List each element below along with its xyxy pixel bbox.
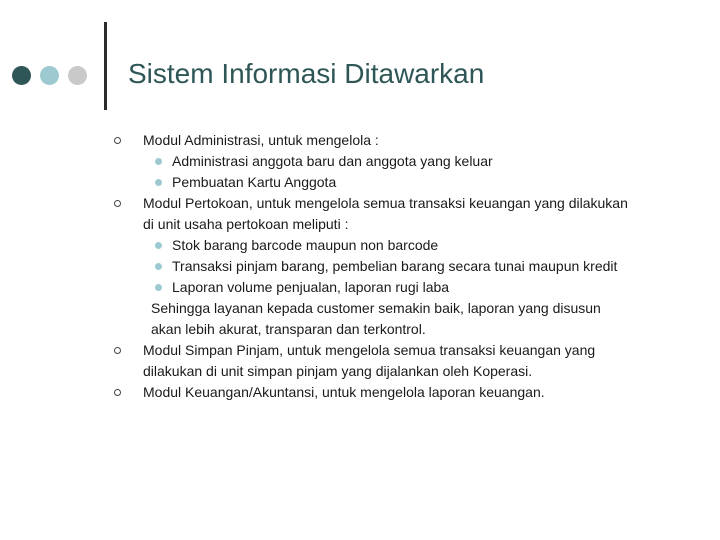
ring-bullet-icon bbox=[114, 347, 121, 354]
sub-item-text: Administrasi anggota baru dan anggota yang keluar bbox=[172, 153, 493, 169]
item-text: Modul Keuangan/Akuntansi, untuk mengelola laporan keuangan. bbox=[143, 384, 545, 400]
sub-item-text: Pembuatan Kartu Anggota bbox=[172, 174, 337, 190]
decorative-dots bbox=[12, 66, 87, 85]
ring-bullet-icon bbox=[114, 137, 121, 144]
dot-bullet-icon bbox=[155, 242, 162, 249]
dot-bullet-icon bbox=[155, 179, 162, 186]
list-item-keuangan bbox=[114, 382, 674, 403]
title-divider bbox=[104, 22, 107, 110]
ring-bullet-icon bbox=[114, 200, 121, 207]
sub-item bbox=[114, 151, 674, 172]
item-text-line: dilakukan di unit simpan pinjam yang dijalankan oleh Koperasi. bbox=[143, 363, 533, 379]
sub-item bbox=[114, 256, 674, 277]
list-item-pertokoan bbox=[114, 193, 674, 214]
dot-light-teal bbox=[40, 66, 59, 85]
slide-title: Sistem Informasi Ditawarkan bbox=[128, 58, 485, 89]
item-note-line: akan lebih akurat, transparan dan terkontrol. bbox=[151, 321, 426, 337]
item-continuation bbox=[114, 361, 674, 382]
dot-dark-teal bbox=[12, 66, 31, 85]
list-item-administrasi bbox=[114, 130, 674, 151]
sub-item bbox=[114, 172, 674, 193]
item-text-line: Modul Pertokoan, untuk mengelola semua transaksi keuangan yang dilakukan bbox=[143, 195, 628, 211]
item-continuation bbox=[114, 214, 674, 235]
ring-bullet-icon bbox=[114, 389, 121, 396]
sub-item-text: Stok barang barcode maupun non barcode bbox=[172, 237, 439, 253]
sub-item bbox=[114, 235, 674, 256]
item-text-line: Modul Simpan Pinjam, untuk mengelola semua transaksi keuangan yang bbox=[143, 342, 596, 358]
item-text-line: di unit usaha pertokoan meliputi : bbox=[143, 216, 349, 232]
dot-bullet-icon bbox=[155, 263, 162, 270]
slide-content bbox=[114, 130, 674, 403]
item-note-line: Sehingga layanan kepada customer semakin baik, laporan yang disusun bbox=[151, 300, 601, 316]
sub-item bbox=[114, 277, 674, 298]
dot-bullet-icon bbox=[155, 284, 162, 291]
dot-bullet-icon bbox=[155, 158, 162, 165]
list-item-simpan-pinjam bbox=[114, 340, 674, 361]
sub-item-text: Transaksi pinjam barang, pembelian barang secara tunai maupun kredit bbox=[172, 258, 618, 274]
sub-item-text: Laporan volume penjualan, laporan rugi laba bbox=[172, 279, 450, 295]
item-text: Modul Administrasi, untuk mengelola : bbox=[143, 132, 379, 148]
dot-gray bbox=[68, 66, 87, 85]
